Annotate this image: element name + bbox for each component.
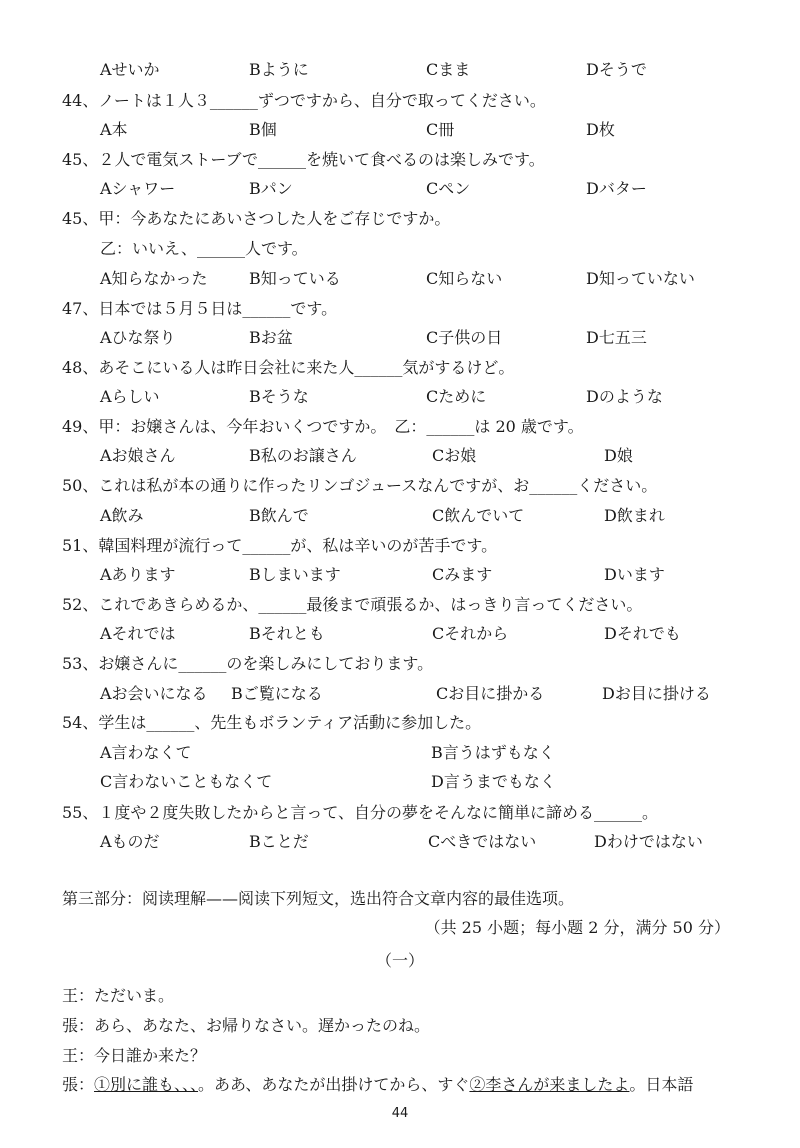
option-b: B個 [249,120,277,139]
section-heading [0,886,800,912]
option-d: Dわけではない [594,832,703,851]
option-d: D飲まれ [604,506,665,525]
question-text: 53、お嬢さんに______のを楽しみにしております。 [62,654,434,673]
option-a: Aあります [100,565,176,584]
option-d: Dそれでも [604,624,681,643]
question-52 [0,592,800,618]
question-text: 45、甲：今あなたにあいさつした人をご存じですか。 [62,209,451,228]
question-text: 48、あそこにいる人は昨日会社に来た人______気がするけど。 [62,358,515,377]
options-row [0,325,800,351]
question-text: 54、学生は______、先生もボランティア活動に参加した。 [62,713,482,732]
option-d: D娘 [604,446,633,465]
dialog-text: 王：ただいま。 [62,986,175,1005]
dialog-line [0,983,800,1009]
question-44 [0,88,800,114]
question-text: 44、ノートは１人３______ずつですから、自分で取ってください。 [62,91,546,110]
option-a: Aせいか [100,60,160,79]
speaker: 張： [62,1075,95,1094]
option-b: B私のお譲さん [249,446,357,465]
option-d: Dお目に掛ける [602,684,711,703]
option-a: Aシャワー [100,179,176,198]
question-text: 乙：いいえ、______人です。 [100,239,308,258]
dialog-text [62,1072,693,1098]
option-d: D七五三 [586,328,647,347]
option-a: Aひな祭り [100,328,176,347]
option-a: A言わなくて [100,743,192,762]
section-title: 第三部分：阅读理解——阅读下列短文，选出符合文章内容的最佳选项。 [62,889,575,908]
option-a: A知らなかった [100,269,208,288]
dialog-line [0,1043,800,1069]
option-d: D言うまでもなく [431,772,556,791]
question-49 [0,414,800,440]
option-d: Dいます [604,565,665,584]
question-text: 49、甲：お嬢さんは、今年おいくつですか。 乙：______は 20 歳です。 [62,417,584,436]
underlined-phrase-2: ②李さんが来ましたよ [469,1075,630,1094]
question-48 [0,355,800,381]
option-c: Cべきではない [428,832,537,851]
option-c: C冊 [426,120,455,139]
option-d: D枚 [586,120,615,139]
option-a: Aお会いになる [100,684,208,703]
option-c: Cために [426,387,487,406]
option-a: Aそれでは [100,624,176,643]
option-d: Dのような [586,387,663,406]
underlined-phrase-1: ①別に誰も、、、 [94,1075,199,1094]
dialog-body: 。日本語 [629,1075,694,1094]
option-c: C言わないこともなくて [100,772,273,791]
option-c: Cそれから [432,624,509,643]
option-d: Dバター [586,179,647,198]
option-b: B知っている [249,269,341,288]
question-text: 52、これであきらめるか、______最後まで頑張るか、はっきり言ってください。 [62,595,643,614]
option-d: Dそうで [586,60,647,79]
option-b: Bご覧になる [231,684,323,703]
question-54 [0,710,800,736]
dialog-text: 張：あら、あなた、お帰りなさい。遅かったのね。 [62,1016,431,1035]
option-c: Cペン [426,179,471,198]
option-b: Bしまいます [249,565,341,584]
passage-label: （一） [375,951,424,970]
options-row [0,57,800,83]
dialog-text: 王：今日誰か来た？ [62,1046,207,1065]
options-row [0,621,800,647]
dialog-line [0,1013,800,1039]
score-note: （共 25 小题；每小题 2 分，满分 50 分） [424,918,730,937]
option-c: C子供の日 [426,328,503,347]
question-text: 51、韓国料理が流行って______が、私は辛いのが苦手です。 [62,536,498,555]
option-a: A飲み [100,506,144,525]
question-text: 50、これは私が本の通りに作ったリンゴジュースなんですが、お______ください。 [62,476,658,495]
option-b: Bように [249,60,309,79]
options-row [0,266,800,292]
question-text: 45、２人で電気ストーブで______を焼いて食べるのは楽しみです。 [62,150,545,169]
option-c: Cみます [432,565,493,584]
option-b: B飲んで [249,506,309,525]
option-a: Aものだ [100,832,160,851]
dialog-line [0,1072,800,1098]
question-55 [0,800,800,826]
question-47 [0,296,800,322]
question-51 [0,533,800,559]
options-row [0,562,800,588]
options-row [0,740,800,766]
option-a: A本 [100,120,128,139]
options-row [0,117,800,143]
options-row [0,176,800,202]
section-score [0,915,800,941]
question-53 [0,651,800,677]
question-text: 47、日本では５月５日は______です。 [62,299,338,318]
option-c: C飲んでいて [432,506,525,525]
footer [0,1104,800,1124]
option-b: Bパン [249,179,293,198]
option-b: Bそれとも [249,624,325,643]
page-number: 44 [391,1106,409,1121]
question-50 [0,473,800,499]
option-b: Bことだ [249,832,309,851]
passage-number [0,948,800,974]
options-row [0,443,800,469]
option-c: C知らない [426,269,503,288]
options-row [0,503,800,529]
option-c: Cお目に掛かる [436,684,545,703]
options-row [0,384,800,410]
question-text: 55、１度や２度失敗したからと言って、自分の夢をそんなに簡単に諦める______。 [62,803,659,822]
options-row [0,769,800,795]
options-row [0,829,800,855]
option-d: D知っていない [586,269,695,288]
question-46 [0,206,800,232]
option-b: B言うはずもなく [431,743,555,762]
option-a: Aお娘さん [100,446,176,465]
option-c: Cまま [426,60,471,79]
option-a: Aらしい [100,387,160,406]
question-45 [0,147,800,173]
option-b: Bお盆 [249,328,293,347]
dialog-body: 。ああ、あなたが出掛けてから、すぐ [198,1075,470,1094]
options-row [0,681,800,707]
option-b: Bそうな [249,387,309,406]
option-c: Cお娘 [432,446,477,465]
question-46-line2 [0,236,800,262]
